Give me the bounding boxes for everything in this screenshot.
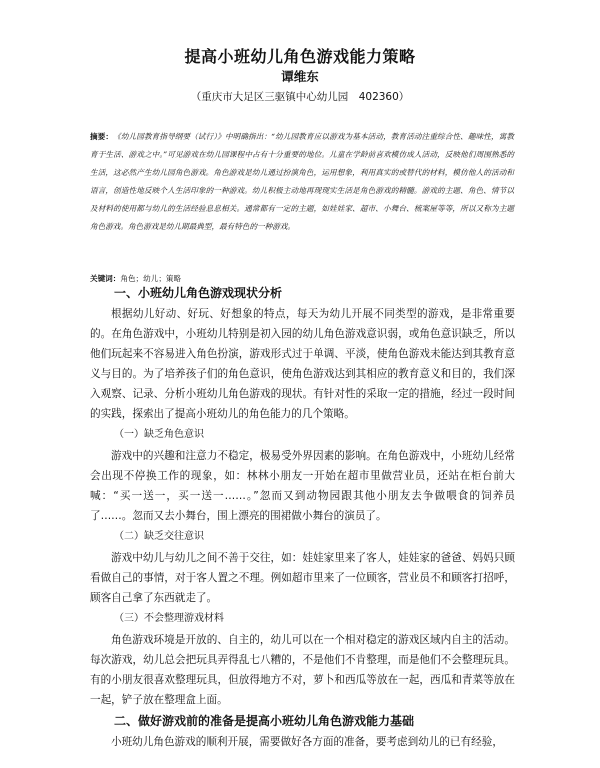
abstract-text: 《幼儿园教育指导纲要（试行）》中明确指出：“幼儿园教育应以游戏为基本活动，教育活动注重综合性、趣味性，寓教育于生活、游戏之中。”可见游戏在幼儿园课程中占有十分重要的地位。儿童在学龄前喜欢模仿成人活动，反映他们周围熟悉的生活，这必然产生幼儿园角色游戏。角色游戏是幼儿通过扮演角色，运用想象，利用真实的或替代的材料，模仿他人的活动和语言，创造性地反映个人生活印象的一种游戏。幼儿积极主动地再现现实生活是角色游戏的精髓。游戏的主题、角色、情节以及材料的使用都与幼儿的生活经验息息相关。通常都有一定的主题，如娃娃家、超市、小舞台、梳案屋等等，所以又称为主题角色游戏。角色游戏是幼儿期最典型，最有特色的一种游戏。	[90, 132, 514, 231]
subsection-1-heading: （一）缺乏角色意识	[114, 429, 204, 440]
abstract-label: 摘要：	[90, 132, 114, 141]
main-body	[90, 282, 515, 752]
keywords-text: 角色；幼儿；策略	[120, 274, 182, 283]
section-1-heading: 一、小班幼儿角色游戏现状分析	[114, 286, 283, 300]
subsection-2-text: 游戏中幼儿与幼儿之间不善于交往，如：娃娃家里来了客人，娃娃家的爸爸、妈妈只顾看做自己的事情，对于客人置之不理。例如超市里来了一位顾客，营业员不和顾客打招呼，顾客自己拿了东西就走了。	[90, 552, 515, 604]
subsection-1-text: 游戏中的兴趣和注意力不稳定，极易受外界因素的影响。在角色游戏中，小班幼儿经常会出现不停换工作的现象，如：林林小朋友一开始在超市里做营业员，还站在柜台前大喊：“买一送一，买一送一……。”忽而又到动物园跟其他小朋友去争做喂食的饲养员了……。忽而又去小舞台，围上漂亮的围裙做小舞台的演员了。	[90, 450, 515, 522]
paper-title: 提高小班幼儿角色游戏能力策略	[184, 47, 416, 66]
author-affiliation: （重庆市大足区三驱镇中心幼儿园 402360）	[190, 91, 410, 103]
section-1-intro: 根据幼儿好动、好玩、好想象的特点，每天为幼儿开展不同类型的游戏，是非常重要的。在角色游戏中，小班幼儿特别是初入园的幼儿角色游戏意识弱，或角色意识缺乏，所以他们玩起来不容易进入角色扮演，游戏形式过于单调、平淡，使角色游戏未能达到其教育意义与目的。为了培养孩子们的角色意识，使角色游戏达到其相应的教育意义和目的，我们深入观察、记录、分析小班幼儿角色游戏的现状。有针对性的采取一定的措施，经过一段时间的实践，探索出了提高小班幼儿的角色能力的几个策略。	[90, 308, 515, 420]
abstract	[90, 128, 514, 236]
section-2-heading: 二、做好游戏前的准备是提高小班幼儿角色游戏能力基础	[114, 714, 415, 728]
subsection-3-heading: （三）不会整理游戏材料	[114, 613, 224, 624]
author-name: 谭维东	[281, 69, 319, 84]
subsection-2-heading: （二）缺乏交往意识	[114, 531, 204, 542]
subsection-3-text: 角色游戏环境是开放的、自主的，幼儿可以在一个相对稳定的游戏区域内自主的活动。每次游戏，幼儿总会把玩具弄得乱七八糟的，不是他们不肯整理，而是他们不会整理玩具。有的小朋友很喜欢整理玩具，但放得地方不对，萝卜和西瓜等放在一起，西瓜和青菜等放在一起，铲子放在整理盒上面。	[90, 634, 515, 706]
section-2-intro: 小班幼儿角色游戏的顺利开展，需要做好各方面的准备，要考虑到幼儿的已有经验，	[111, 736, 503, 748]
keywords-label: 关键词：	[90, 274, 121, 283]
